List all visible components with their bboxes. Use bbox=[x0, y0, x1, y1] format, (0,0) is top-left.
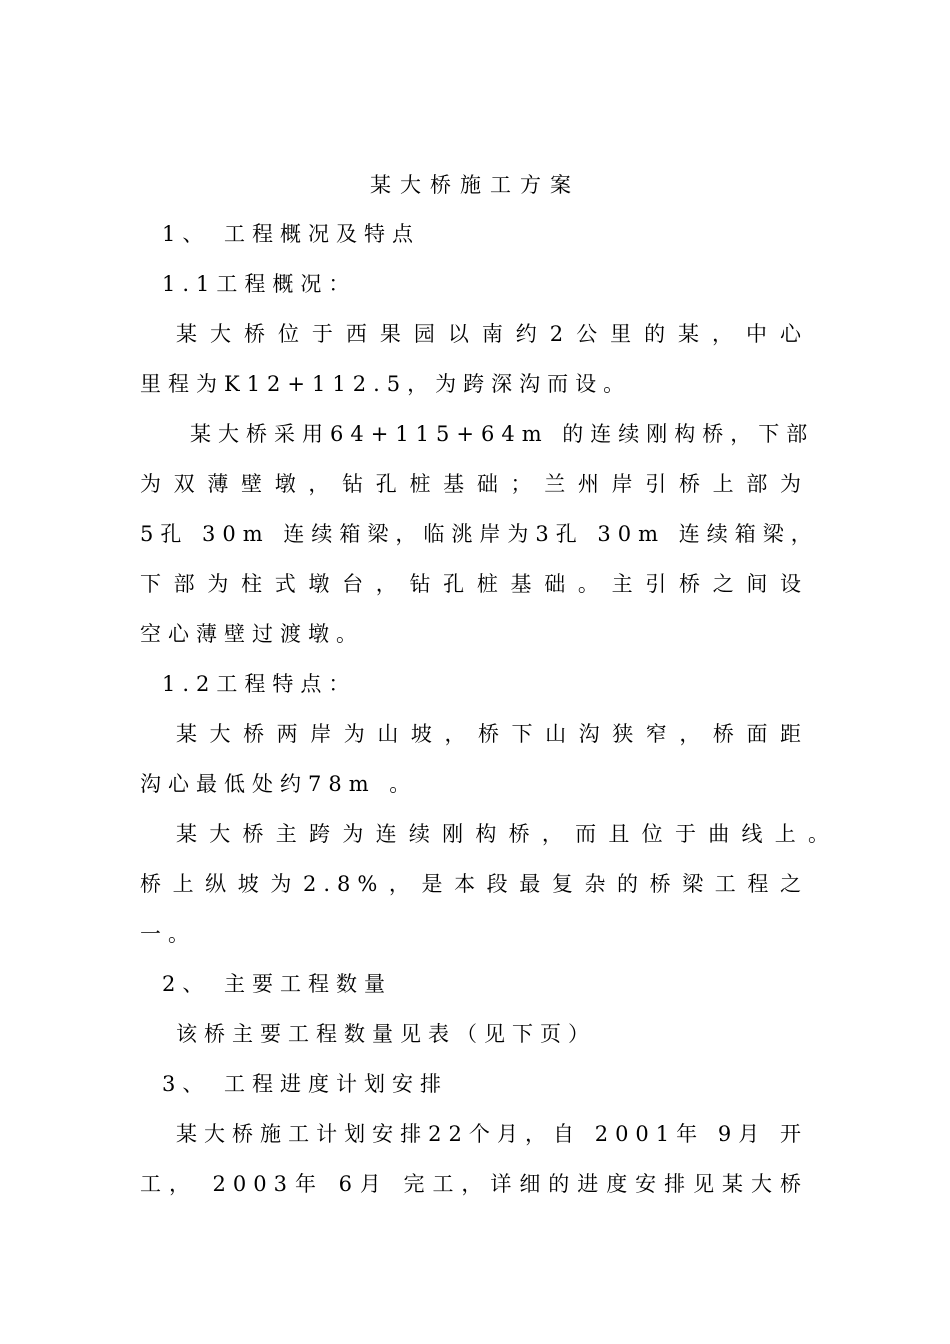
paragraph-line: 下部为柱式墩台，钻孔桩基础。主引桥之间设 bbox=[140, 572, 808, 596]
heading-3: 3、 工程进度计划安排 bbox=[162, 1072, 449, 1096]
paragraph-line: 一。 bbox=[140, 922, 196, 946]
paragraph-line: 为双薄壁墩，钻孔桩基础；兰州岸引桥上部为 bbox=[140, 472, 808, 496]
paragraph-line: 沟心最低处约78m 。 bbox=[140, 772, 418, 796]
paragraph-line: 该桥主要工程数量见表（见下页） bbox=[176, 1022, 596, 1046]
paragraph-line: 桥上纵坡为2.8%，是本段最复杂的桥梁工程之 bbox=[140, 872, 808, 896]
heading-1: 1、 工程概况及特点 bbox=[162, 222, 421, 246]
paragraph-line: 某大桥施工计划安排22个月，自 2001年 9月 开 bbox=[176, 1122, 808, 1146]
heading-2: 2、 主要工程数量 bbox=[162, 972, 393, 996]
paragraph-line: 某大桥两岸为山坡，桥下山沟狭窄，桥面距 bbox=[176, 722, 808, 746]
paragraph-line: 里程为K12+112.5，为跨深沟而设。 bbox=[140, 372, 632, 396]
heading-1-2: 1.2工程特点： bbox=[162, 672, 357, 696]
paragraph-line: 某大桥采用64+115+64m 的连续刚构桥，下部 bbox=[190, 422, 815, 446]
paragraph-line: 空心薄壁过渡墩。 bbox=[140, 622, 364, 646]
heading-1-1: 1.1工程概况： bbox=[162, 272, 357, 296]
doc-title: 某大桥施工方案 bbox=[370, 173, 580, 197]
paragraph-line: 5孔 30m 连续箱梁，临洮岸为3孔 30m 连续箱梁， bbox=[140, 522, 819, 546]
paragraph-line: 某大桥位于西果园以南约2公里的某，中心 bbox=[176, 322, 808, 346]
paragraph-line: 某大桥主跨为连续刚构桥，而且位于曲线上。 bbox=[176, 822, 836, 846]
paragraph-line: 工， 2003年 6月 完工，详细的进度安排见某大桥 bbox=[140, 1172, 808, 1196]
